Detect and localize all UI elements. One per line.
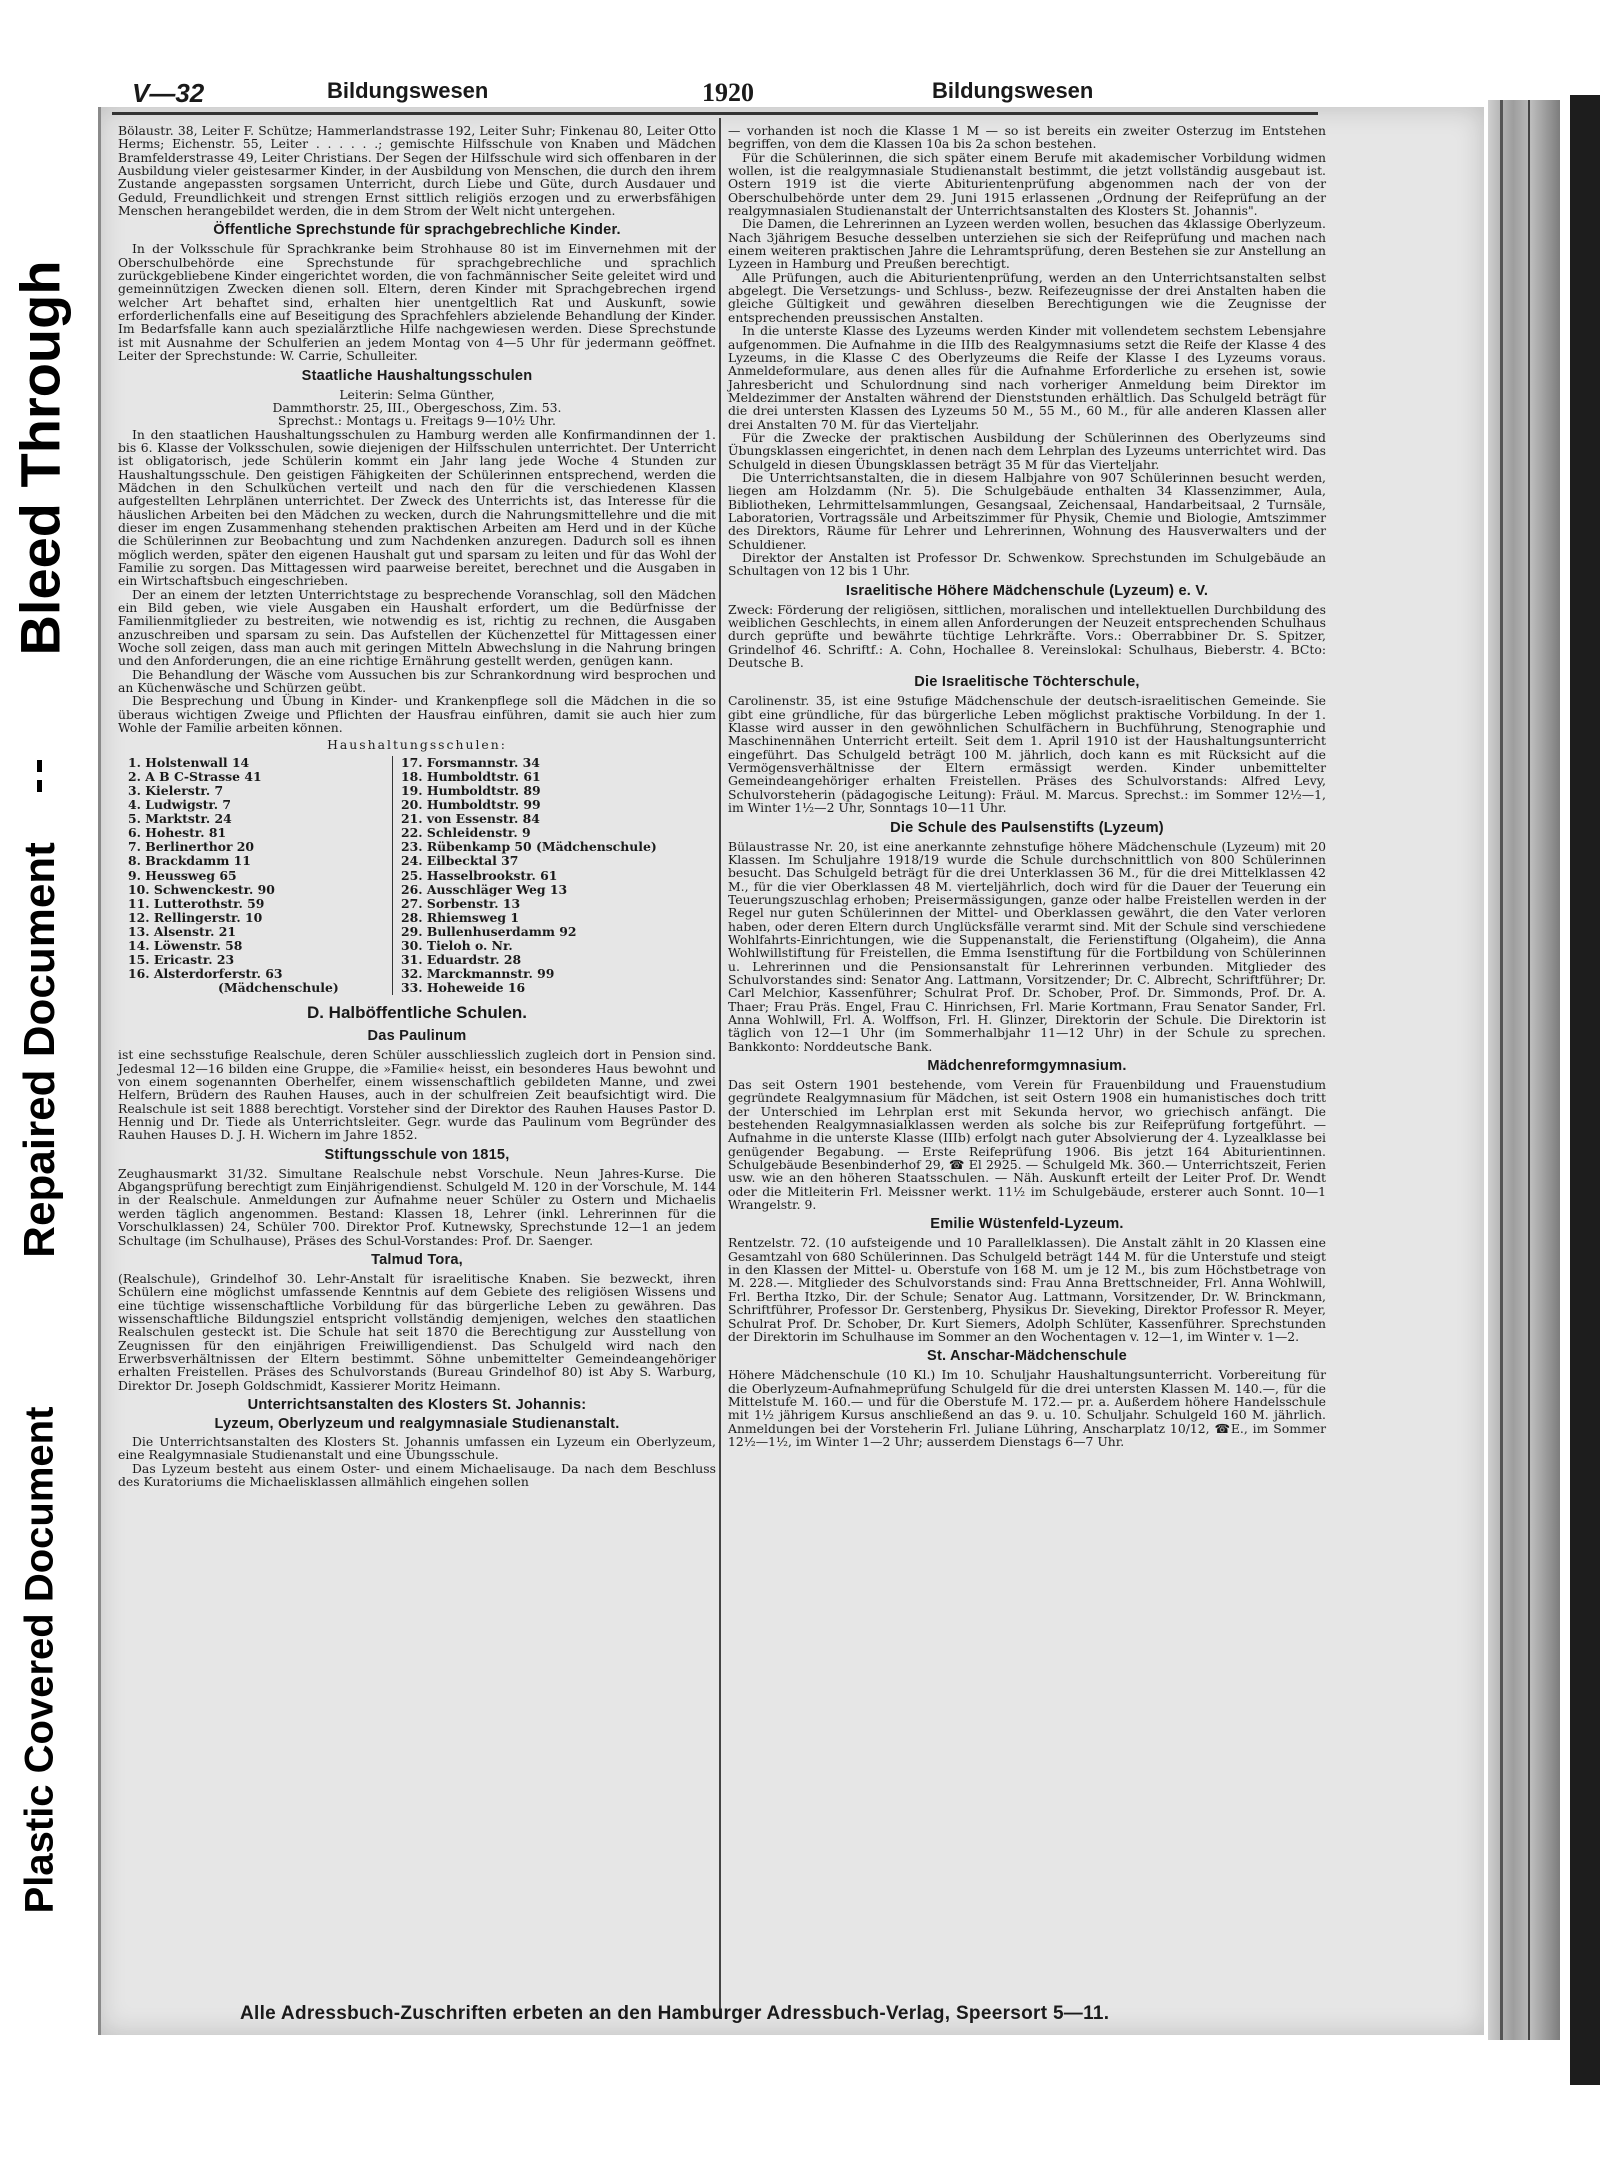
haus-paragraph-2: Der an einem der letzten Unterrichtstage zu besprechende Voranschlag, soll den Mädchen ein Bild geben, wie viele Ausgaben ein Haushalt erfordert, um die Bedürfnisse der Familienmitglieder zu bestreiten, wie notwendig es ist, richtig zu rechnen, die Ausgaben anzuschreiben und sparsam zu sein. Das Aufstellen der Küchenzettel für Mittagessen einer Woche soll zeigen, dass man auch mit geringen Mitteln Abwechslung in die Nahrung bringen und den Anforderungen, die an eine richtige Ernährung gestellt werden, genügen kann.: [118, 586, 716, 669]
kloster-heading-2: Lyzeum, Oberlyzeum und realgymnasiale Studienanstalt.: [214, 1415, 620, 1432]
wuestenfeld-heading: Emilie Wüstenfeld-Lyzeum.: [930, 1216, 1124, 1233]
sprechstunde-paragraph: In der Volksschule für Sprachkranke beim Strohhause 80 ist im Einvernehmen mit der Oberschulbehörde eine Sprechstunde für sprachgebrechliche und sprachlich zurückgebliebene Kinder eingerichtet worden, die von fachmännischer Seite geleitet wird und gemeinnützigen Zwecken dienen soll. Eltern, deren Kinder mit Sprachgebrechen irgend welcher Art behaftet sind, erhalten hier unentgeltlich Rat und Auskunft, sowie erforderlichenfalls eine auf Beseitigung des Sprachfehlers abzielende Behandlung der Kinder. Im Bedarfsfalle kann auch spezialärztliche Hilfe nachgewiesen werden. Diese Sprechstunde ist mit Ausnahme der Schulferien an jedem Montag von 4—5 Uhr für jedermann geöffnet. Leiter der Sprechstunde: W. Carrie, Schulleiter.: [118, 241, 716, 364]
list-item: 10. Schwenckestr. 90: [128, 881, 275, 897]
haushaltungsschulen-heading: Staatliche Haushaltungsschulen: [301, 367, 533, 384]
list-item: 13. Alsenstr. 21: [128, 923, 237, 939]
list-item: 12. Rellingerstr. 10: [128, 909, 263, 925]
kloster-paragraph-1: Die Unterrichtsanstalten des Klosters St. Johannis umfassen ein Lyzeum ein Oberlyzeum, eine Realgymnasiale Studienanstalt und eine Übungsschule.: [118, 1433, 716, 1463]
list-item: 23. Rübenkamp 50 (Mädchenschule): [401, 839, 657, 855]
paulinum-heading: Das Paulinum: [367, 1028, 467, 1045]
side-label-strip: [0, 0, 80, 2177]
wuestenfeld-paragraph: Rentzelstr. 72. (10 aufsteigende und 10 Parallelklassen). Die Anstalt zählt in 20 Klassen eine Gesamtzahl von 680 Schülerinnen. Das Schulgeld beträgt 144 M. für die Unterstufe und steigt in den Klassen der Mittel- u. Oberstufe von 168 M. um je 12 M., bis zum Höchstbetrage von M. 228.—. Mitglieder des Schulvorstands sind: Frau Anna Brettschneider, Frl. Anna Wohlwill, Frl. Bertha Itzko, Dir. der Schule; Senator Aug. Lattmann, Vorsitzender, Dr. W. Brinckmann, Schriftführer, Professor Dr. Gerstenberg, Physikus Dr. Sieveking, Direktor Professor R. Meyer, Schulrat Prof. Dr. Schober, Dr. Kurt Siemers, Adolph Schlüter, Kassenführer. Sprechstunden der Direktorin im Schulhause im Sommer an den Wochentagen v. 12—1, im Winter v. 1—2.: [728, 1235, 1326, 1344]
kloster-paragraph-3: — vorhanden ist noch die Klasse 1 M — so ist bereits ein zweiter Osterzug im Entstehen begriffen, von dem die Klassen 10a bis 2a schon bestehen.: [728, 123, 1326, 152]
gebaeude-paragraph: Die Unterrichtsanstalten, die in diesem Halbjahre von 907 Schülerinnen besucht werden, liegen am Holzdamm (Nr. 5). Die Schulgebäude enthalten 34 Klassenzimmer, Aula, Bibliotheken, Lehrmittelsammlungen, Gesangsaal, Zeichensaal, Handarbeitsaal, 2 Turnsäle, Laboratorien, Vortragssäle und Arbeitszimmer für Physik, Chemie und Biologie, Amtszimmer des Direktors, Räume für Lehrer und Lehrerinnen, Wohnung des Hausverwalters und der Schuldiener.: [728, 469, 1326, 552]
header-left-title: Bildungswesen: [327, 78, 489, 103]
book-binding-edge: [1488, 100, 1560, 2040]
kloster-heading-1: Unterrichtsanstalten des Klosters St. Johannis:: [247, 1396, 587, 1413]
direktor-paragraph: Direktor der Anstalten ist Professor Dr. Schwenkow. Sprechstunden im Schulgebäude an Schultagen von 12 bis 1 Uhr.: [728, 550, 1326, 579]
school-list-heading: Haushaltungsschulen:: [327, 737, 507, 753]
list-item: 16. Alsterdorferstr. 63: [128, 966, 283, 982]
list-item: 8. Brackdamm 11: [128, 853, 251, 869]
footer-notice: Alle Adressbuch-Zuschriften erbeten an den Hamburger Adressbuch-Verlag, Speersort 5—11.: [240, 2003, 1110, 2024]
list-item: 6. Hohestr. 81: [128, 825, 227, 841]
list-item: 24. Eilbecktal 37: [401, 853, 519, 869]
list-item: 29. Bullenhuserdamm 92: [401, 923, 577, 939]
maedchenreformgymnasium-heading: Mädchenreformgymnasium.: [927, 1058, 1127, 1074]
list-item: 17. Forsmannstr. 34: [401, 754, 540, 770]
paulsenstift-paragraph: Bülaustrasse Nr. 20, ist eine anerkannte zehnstufige höhere Mädchenschule (Lyzeum) mit 20 Klassen. Im Schuljahre 1918/19 wurde die Schule durchschnittlich von 800 Schülerinnen besucht. Das Schulgeld beträgt für die drei Unterklassen 36 M., für die drei Mittelklassen 42 M., für die vier Oberklassen 48 M. vierteljährlich, doch wird für die Dauer der Teuerung ein Teuerungszuschlag erhoben; Preisermässigungen, ganze oder halbe Freistellen werden in der Regel nur guten Schülerinnen der Mittel- und Oberklassen gewährt, die den Vater verloren haben, oder deren Eltern durch Unglücksfälle verarmt sind. Mit der Schule sind verschiedene Wohlfahrts-Einrichtungen, wie die Suppenanstalt, die Ferienstiftung (Olgaheim), die Anna Wohlwillstiftung für Freistellen, die Emma Isenstiftung für die Fortbildung von Schülerinnen u. Lehrerinnen und die Pensionsanstalt für Lehrerinnen verbunden. Mitglieder des Schulvorstandes sind: Senator Ang. Lattmann, Vorsitzender; Dr. C. Albrecht, Schriftführer; Dr. Carl Melchior, Kassenführer; Schulrat Prof. Dr. Schober, Prof. Dr. Simmonds, Prof. Dr. A. Thaer; Frau Präs. Engel, Frau C. Hinrichsen, Frl. Marie Kortmann, Frau Senator Sander, Frl. Anna Wohlwill, Frl. A. Wolffson, Frl. H. Glinzer, Direktorin der Schule. Die Direktorin ist täglich von 12—1 Uhr (im Sommerhalbjahr 11—12 Uhr) in der Schule zu sprechen. Bankkonto: Norddeutsche Bank.: [728, 838, 1326, 1054]
list-item: 15. Ericastr. 23: [128, 952, 235, 968]
list-item: 32. Marckmannstr. 99: [401, 966, 555, 982]
label-separator: [37, 780, 42, 792]
list-item: 7. Berlinerthor 20: [128, 839, 255, 855]
aufnahme-paragraph: In die unterste Klasse des Lyzeums werden Kinder mit vollendetem sechstem Lebensjahre aufgenommen. Die Aufnahme in die IIIb des Realgymnasiums setzt die Reife der Klasse 4 des Lyzeums, in die Klasse C des Oberlyzeums die Reife der Klasse I des Lyzeums voraus. Anmeldeformulare, aus denen alles für die Aufnahme Erforderliche zu ersehen ist, sowie Jahresbericht und Schulordnung sind nach vorheriger Anmeldung beim Direktor im Meldezimmer der Anstalten während der Dienststunden erhältlich. Das Schulgeld beträgt für die drei untersten Klassen des Lyzeums 50 M., 55 M., 60 M., für alle anderen Klassen aller drei Anstalten 70 M. für das Vierteljahr.: [728, 323, 1326, 432]
list-item: 31. Eduardstr. 28: [401, 952, 522, 968]
stiftungsschule-heading: Stiftungsschule von 1815,: [324, 1146, 510, 1163]
list-item: 1. Holstenwall 14: [128, 754, 250, 770]
list-item: 18. Humboldtstr. 61: [401, 768, 541, 784]
page-header: [132, 78, 1232, 122]
list-item: 20. Humboldtstr. 99: [401, 797, 541, 813]
hilfsschule-paragraph: Bölaustr. 38, Leiter F. Schütze; Hammerlandstrasse 192, Leiter Suhr; Finkenau 80, Leiter Otto Herms; Eichenstr. 55, Leiter . . . . . .; gemischte Hilfsschule von Knaben und Mädchen Bramfelderstrasse 49, Leiter Christians. Der Segen der Hilfsschule wird sich offenbaren in der Ausbildung vieler geistesarmer Kinder, in der Ausbildung von Menschen, die durch den ihrem Zustande angepassten sorgsamen Unterricht, durch Liebe und Güte, durch Ausdauer und Geduld, Freundlichkeit und strengen Ernst sittlich religiös erzogen und zu erwerbsfähigen Menschen herangebildet werden, die in dem Strom der Welt nicht untergehen.: [118, 123, 716, 219]
israelitische-lyzeum-paragraph: Zweck: Förderung der religiösen, sittlichen, moralischen und intellektuellen Durchbildung des weiblichen Geschlechts, in einem allen Anforderungen der Neuzeit entsprechenden Schulhaus durch geprüfte und bewährte tüchtige Lehrkräfte. Vors.: Oberrabbiner Dr. S. Spitzer, Grindelhof 46. Schriftf.: A. Cohn, Hochallee 8. Vereinslokal: Schulhaus, Bieberstr. 4. BCto: Deutsche B.: [728, 601, 1326, 671]
haus-address: Dammthorstr. 25, III., Obergeschoss, Zim. 53.: [272, 399, 562, 415]
school-list: [128, 756, 716, 996]
label-separator: [37, 760, 42, 772]
list-item: 11. Lutterothstr. 59: [128, 895, 265, 911]
list-item: 33. Hoheweide 16: [401, 980, 526, 996]
list-item: 14. Löwenstr. 58: [128, 938, 243, 953]
list-item: 3. Kielerstr. 7: [128, 782, 224, 798]
haus-sprechzeit: Sprechst.: Montags u. Freitags 9—10½ Uhr.: [278, 413, 556, 429]
talmud-tora-heading: Talmud Tora,: [371, 1251, 463, 1268]
israelitische-lyzeum-heading: Israelitische Höhere Mädchenschule (Lyzeum) e. V.: [845, 582, 1209, 599]
sprechstunde-heading: Öffentliche Sprechstunde für sprachgebrechliche Kinder.: [213, 222, 621, 239]
school-list-right: [393, 756, 701, 996]
maedchenreformgymnasium-paragraph: Das seit Ostern 1901 bestehende, vom Verein für Frauenbildung und Frauenstudium gegründete Realgymnasium für Mädchen, ist seit Ostern 1908 ein humanistisches doch tritt der Unterschied im Lehrplan erst mit Sekunda hervor, wo griechisch anfängt. Die bestehenden Realgymnasialklassen werden als solche bis zur Reifeprüfung fortgeführt. — Aufnahme in die unterste Klasse (IIIb) erfolgt nach guter Absolvierung der 4. Lyzealklasse bei genügender Begabung. — Erste Reifeprüfung 1906. Bis jetzt 164 Abiturientinnen. Schulgebäude Besenbinderhof 29, ☎ El 2925. — Schulgeld Mk. 360.— Unterrichtszeit, Ferien usw. wie an den höheren Staatsschulen. — Näh. Auskunft erteilt der Leiter Prof. Dr. Wendt oder die Mitleiterin Frl. Meissner werkt. 11½ im Schulgebäude, ersterer auch Sonnt. 10—1 Wrangelstr. 9.: [728, 1077, 1326, 1213]
haus-leiterin: Leiterin: Selma Günther,: [339, 386, 495, 402]
list-item: 30. Tieloh o. Nr.: [401, 938, 513, 953]
header-right-title: Bildungswesen: [932, 78, 1094, 103]
list-item: 26. Ausschläger Weg 13: [401, 881, 568, 897]
toechterschule-paragraph: Carolinenstr. 35, ist eine 9stufige Mädchenschule der deutsch-israelitischen Gemeinde. Sie gibt eine gründliche, für das bürgerliche Leben möglichst praktische Vorbildung. In der 1. Klasse wird ausser in den gewöhnlichen Schulfächern in Buchführung, Stenographie und Maschinennähen Unterricht erteilt. Seit dem 1. April 1910 ist der Haushaltungsunterricht eingeführt. Das Schulgeld beträgt 100 M. jährlich, doch kann es mit Rücksicht auf die Vermögensverhältnisse der Eltern ermässigt werden. Kinder unbemittelter Gemeindeangehöriger erhalten Freistellen. Präses des Schulvorstands: Alfred Levy, Schulvorsteherin (pädagogische Leitung): Fräul. M. Marcus. Sprechst.: im Sommer 12½—1, im Winter 1½—2 Uhr, Sonntags 10—11 Uhr.: [728, 693, 1326, 816]
list-item: 19. Humboldtstr. 89: [401, 782, 541, 798]
pruefungen-paragraph: Alle Prüfungen, auch die Abiturientenprüfung, werden an den Unterrichtsanstalten selbst abgelegt. Die Versetzungs- und Schluss-, bezw. Reifezeugnisse der drei Anstalten haben die gleiche Gültigkeit und gewähren dieselben Berechtigungen wie die Zeugnisse der entsprechenden preussischen Anstalten.: [728, 269, 1326, 325]
anschar-heading: St. Anschar-Mädchenschule: [927, 1348, 1127, 1365]
bleed-through-label: Bleed Through: [8, 260, 72, 656]
column-divider: [719, 118, 721, 2018]
list-item: 4. Ludwigstr. 7: [128, 797, 232, 813]
plastic-covered-label: Plastic Covered Document: [17, 1406, 62, 1914]
stiftungsschule-paragraph: Zeughausmarkt 31/32. Simultane Realschule nebst Vorschule. Neun Jahres-Kurse. Die Abgangsprüfung berechtigt zum Einjährigendienst. Schulgeld M. 120 in der Vorschule, M. 144 in der Realschule. Anmeldungen zur Aufnahme neuer Schüler zu Ostern und Michaelis werden täglich angenommen. Bestand: Klassen 18, Lehrer (inkl. Lehrerinnen für die Vorschulklassen) 24, Schüler 700. Direktor Prof. Kutnewsky, Sprechstunde 12—1 an jedem Schultage (im Schulhause), Präses des Schul-Vorstandes: Prof. Dr. Saenger.: [118, 1165, 716, 1248]
scan-dark-edge: [1570, 95, 1600, 2085]
list-item: 21. von Essenstr. 84: [401, 811, 540, 827]
list-item: 9. Heussweg 65: [128, 867, 237, 883]
kloster-paragraph-2: Das Lyzeum besteht aus einem Oster- und einem Michaelisauge. Da nach dem Beschluss des Kuratoriums die Michaelisklassen allmählich eingehen sollen: [118, 1460, 716, 1489]
right-column: [728, 124, 1326, 1448]
haus-paragraph-4: Die Besprechung und Übung in Kinder- und Krankenpflege soll die Mädchen in die so überaus wichtigen Zweige und Pflichten der Hausfrau einführen, damit sie auch hier zum Wohle der Familie arbeiten können.: [118, 693, 716, 736]
list-item: 2. A B C-Strasse 41: [128, 768, 262, 784]
list-item: 27. Sorbenstr. 13: [401, 895, 521, 911]
list-item: (Mädchenschule): [218, 980, 339, 996]
list-item: 28. Rhiemsweg 1: [401, 909, 520, 925]
haus-paragraph-3: Die Behandlung der Wäsche vom Aussuchen bis zur Schrankordnung wird besprochen und an Küchenwäsche und Schürzen geübt.: [118, 666, 716, 696]
school-list-left: [128, 756, 393, 996]
page-number: V—32: [132, 78, 205, 108]
toechterschule-heading: Die Israelitische Töchterschule,: [914, 674, 1140, 691]
haus-paragraph-1: In den staatlichen Haushaltungsschulen zu Hamburg werden alle Konfirmandinnen der 1. bis 6. Klasse der Volksschulen, sowie diejenigen der Hilfsschulen unterrichtet. Der Unterricht ist obligatorisch, jede Schülerin kommt ein Jahr lang jede Woche 4 Stunden zur Haushaltungsschule. Den geistigen Fähigkeiten der Schülerinnen entsprechend, werden die Mädchen in den Schulküchen verteilt und nach den für die verschiedenen Klassen aufgestellten Lehrplänen unterrichtet. Der Zweck des Unterrichts ist, das Interesse für die häuslichen Arbeiten bei den Mädchen zu wecken, durch die Nahrungsmittellehre und die mit dieser im engen Zusammenhang stehenden praktischen Arbeiten am Herd und in der Küche die Schülerinnen zur Beobachtung und zum Nachdenken anzuregen. Dadurch soll es ihnen möglich werden, später den eigenen Haushalt gut und sparsam zu leiten und für das Wohl der Familie zu sorgen. Das Mittagessen wird paarweise bereitet, berechnet und die Ausgaben in ein Wirtschaftsbuch eingeschrieben.: [118, 426, 716, 589]
header-rule: [112, 112, 1318, 115]
header-year: 1920: [702, 78, 754, 107]
list-item: 5. Marktstr. 24: [128, 811, 232, 827]
studienanstalt-paragraph: Für die Schülerinnen, die sich später einem Berufe mit akademischer Vorbildung widmen wollen, ist die realgymnasiale Studienanstalt bestimmt, die jetzt vollständig ausgebaut ist. Ostern 1919 ist die vierte Abiturientenprüfung abgenommen nach der von der Oberschulbehörde unter dem 29. Juni 1915 erlassenen „Ordnung der Reifeprüfung an der realgymnasialen Studienanstalt der Unterrichtsanstalten des Klosters St. Johannis".: [728, 149, 1326, 219]
list-item: 25. Hasselbrookstr. 61: [401, 867, 558, 883]
talmud-tora-paragraph: (Realschule), Grindelhof 30. Lehr-Anstalt für israelitische Knaben. Sie bezweckt, ihren Schülern eine möglichst umfassende Kenntnis auf dem Gebiete des religiösen Wissens und eine tüchtige wissenschaftliche Vorbildung für das bürgerliche Leben zu gewähren. Das wissenschaftliche Bildungsziel entspricht vollständig demjenigen, welches den staatlichen Realschulen gesteckt ist. Die Schule hat seit 1870 die Berechtigung zur Ausstellung von Zeugnissen für den einjährigen Freiwilligendienst. Das Schulgeld wird nach den Erwerbsverhältnissen der Eltern bestimmt. Söhne unbemittelter Gemeindeangehöriger erhalten Freistellen. Präses des Schulvorstands (Bureau Grindelhof 80) ist Aby S. Warburg, Direktor Dr. Joseph Goldschmidt, Kassierer Moritz Heimann.: [118, 1270, 716, 1393]
halboeffentliche-heading: D. Halböffentliche Schulen.: [306, 1003, 528, 1023]
page-left-border: [98, 107, 101, 2035]
paulinum-paragraph: ist eine sechsstufige Realschule, deren Schüler ausschliesslich zugleich dort in Pension sind. Jedesmal 12—16 bilden eine Gruppe, die »Familie« heisst, ein besonderes Haus bewohnt und von einem sogenannten Oberhelfer, einem wissenschaftlich gebildeten Manne, und zwei Helfern, Brüdern des Rauhen Hauses, auch in der schulfreien Zeit beaufsichtigt wird. Die Realschule ist seit 1888 berechtigt. Vorsteher sind der Direktor des Rauhen Hauses Pastor D. Hennig und Dr. Tiede als Unterrichtsleiter. Gegr. wurde das Paulinum vom Begründer des Rauhen Hauses D. J. H. Wichern im Jahre 1852.: [118, 1047, 716, 1143]
oberlyzeum-paragraph: Die Damen, die Lehrerinnen an Lyzeen werden wollen, besuchen das 4klassige Oberlyzeum. Nach 3jährigem Besuche desselben unterziehen sie sich der Reifeprüfung und machen nach einem weiteren praktischen Jahre die Lehramtsprüfung, deren Bestehen sie zur Anstellung an Lyzeen in Hamburg und Preußen berechtigt.: [728, 216, 1326, 272]
list-item: 22. Schleidenstr. 9: [401, 825, 531, 841]
repaired-document-label: Repaired Document: [15, 842, 64, 1258]
uebungsklassen-paragraph: Für die Zwecke der praktischen Ausbildung der Schülerinnen des Oberlyzeums sind Übungsklassen eingerichtet, in denen nach dem Lehrplan des Lyzeums unterrichtet wird. Das Schulgeld in diesen Übungsklassen beträgt 35 M für das Vierteljahr.: [728, 429, 1326, 472]
left-column: [118, 124, 716, 1488]
anschar-paragraph: Höhere Mädchenschule (10 Kl.) Im 10. Schuljahr Haushaltungsunterricht. Vorbereitung für die Oberlyzeum-Aufnahmeprüfung Schulgeld für die drei untersten Klassen M. 140.—, für die Mittelstufe M. 160.— und für die Oberstufe M. 172.— pr. a. Außerdem höhere Handelsschule mit 1½ jährigem Kursus anschließend an das 9. u. 10. Schuljahr. Schulgeld 160 M. jährlich. Anmeldungen bei der Vorsteherin Frl. Juliane Lühring, Anscharplatz 10/12, ☎E., im Sommer 12½—1½, im Winter 1—2 Uhr; ausserdem Dienstags 6—7 Uhr.: [728, 1367, 1326, 1449]
paulsenstift-heading: Die Schule des Paulsenstifts (Lyzeum): [890, 819, 1164, 836]
